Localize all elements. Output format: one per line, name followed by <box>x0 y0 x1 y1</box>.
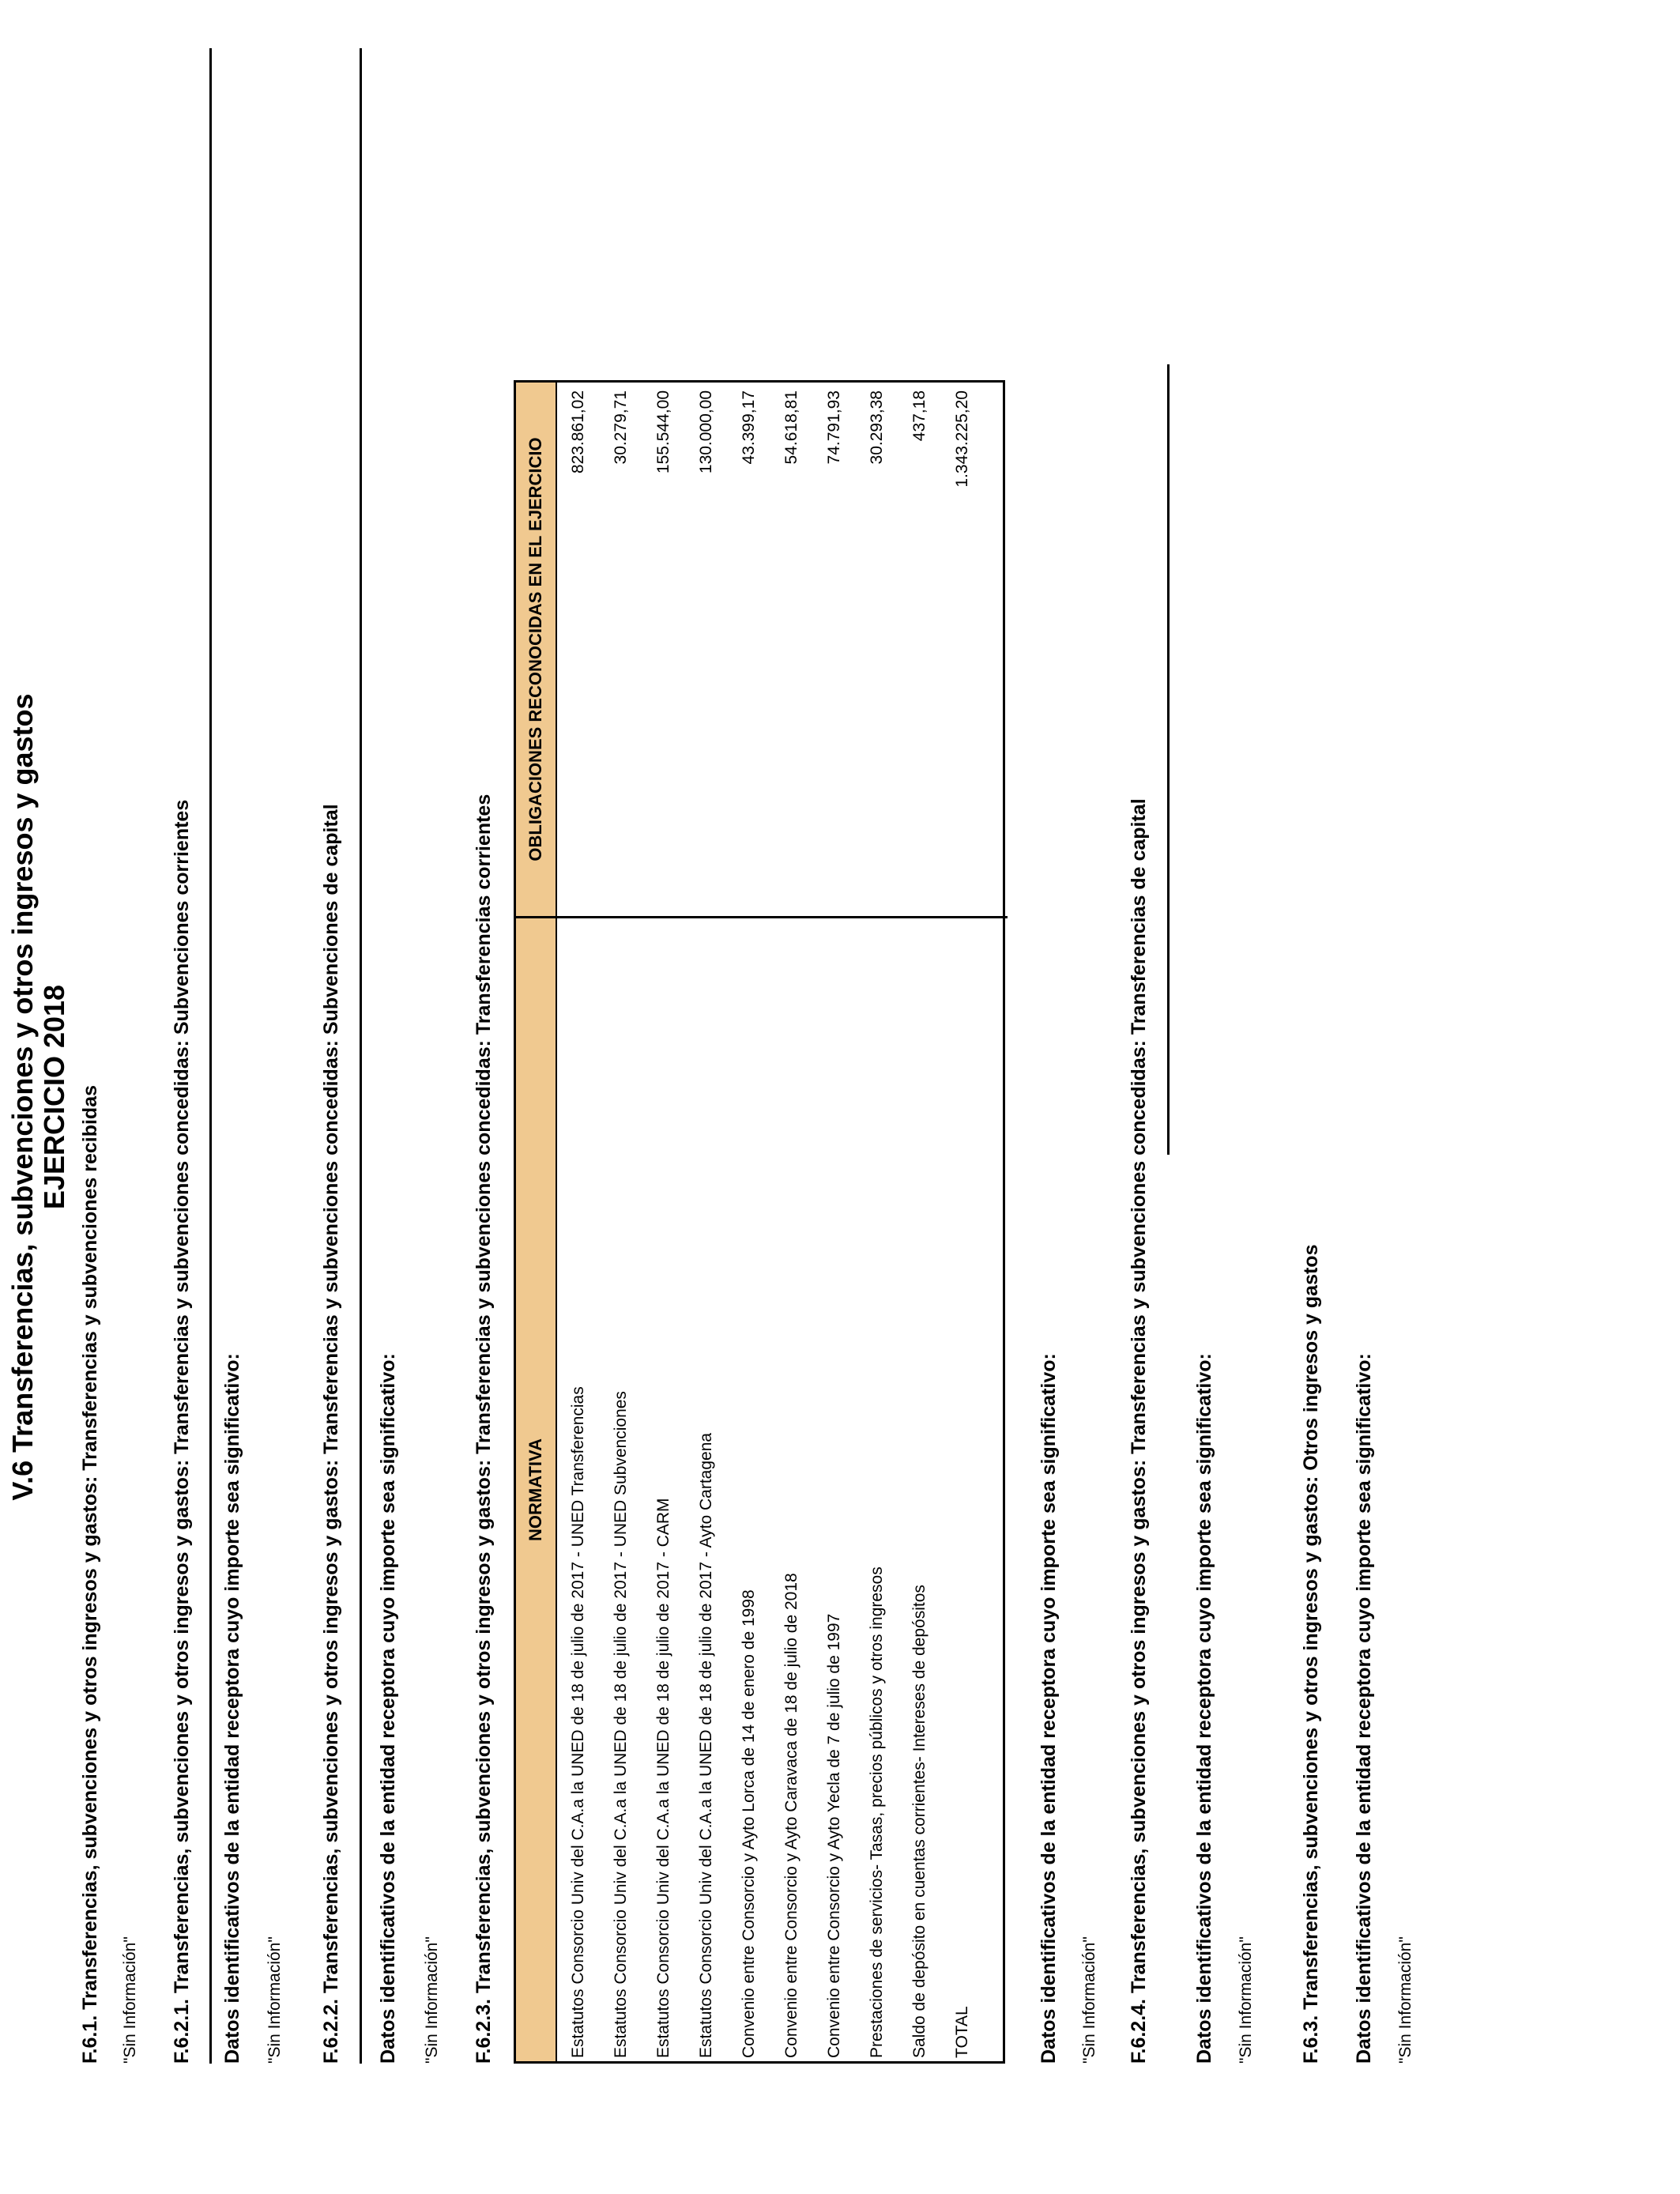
divider-rule <box>209 48 212 2064</box>
cell-normativa: Prestaciones de servicios- Tasas, precios públicos y otros ingresos <box>868 1566 886 2058</box>
table-row <box>770 383 813 2061</box>
cell-importe: 74.791,93 <box>825 390 843 465</box>
section-f61-heading: F.6.1. Transferencias, subvenciones y otros ingresos y gastos: Transferencias y subvenciones recibidas <box>79 1084 101 2064</box>
cell-importe: 823.861,02 <box>569 390 587 474</box>
table-header <box>516 383 557 2061</box>
section-f61-sin-info: "Sin Información" <box>121 1936 139 2064</box>
header-normativa: NORMATIVA <box>525 1438 545 1541</box>
section-f622-sin-info: "Sin Información" <box>423 1936 441 2064</box>
cell-importe: 43.399,17 <box>740 390 758 465</box>
cell-importe: 130.000,00 <box>697 390 715 474</box>
section-f623-datos-label: Datos identificativos de la entidad receptora cuyo importe sea significativo: <box>1038 1353 1060 2064</box>
cell-normativa: Estatutos Consorcio Univ del C.A.a la UNED de 18 de julio de 2017 - UNED Transferencias <box>569 1386 587 2058</box>
section-f622-datos-label: Datos identificativos de la entidad receptora cuyo importe sea significativo: <box>377 1353 399 2064</box>
cell-normativa: Convenio entre Consorcio y Ayto Caravaca de 18 de julio de 2018 <box>782 1573 800 2058</box>
cell-normativa: Estatutos Consorcio Univ del C.A.a la UNED de 18 de julio de 2017 - UNED Subvenciones <box>612 1391 630 2058</box>
section-f63-sin-info: "Sin Información" <box>1396 1936 1414 2064</box>
divider-rule <box>360 48 362 2064</box>
cell-normativa: Estatutos Consorcio Univ del C.A.a la UNED de 18 de julio de 2017 - Ayto Cartagena <box>697 1432 715 2058</box>
section-f63-heading: F.6.3. Transferencias, subvenciones y otros ingresos y gastos: Otros ingresos y gastos <box>1300 1244 1322 2064</box>
section-f624-sin-info: "Sin Información" <box>1237 1936 1255 2064</box>
page-subtitle: EJERCICIO 2018 <box>38 984 70 1210</box>
cell-normativa: Estatutos Consorcio Univ del C.A.a la UNED de 18 de julio de 2017 - CARM <box>654 1498 672 2058</box>
cell-importe: 437,18 <box>910 390 929 442</box>
header-obligaciones: OBLIGACIONES RECONOCIDAS EN EL EJERCICIO <box>525 437 545 861</box>
section-f624-heading: F.6.2.4. Transferencias, subvenciones y otros ingresos y gastos: Transferencias y subvenciones concedidas: Transferencias de capital <box>1128 798 1150 2064</box>
section-f621-datos-label: Datos identificativos de la entidad receptora cuyo importe sea significativo: <box>221 1353 243 2064</box>
table-row <box>642 383 685 2061</box>
cell-importe: 30.293,38 <box>868 390 886 465</box>
table-row <box>557 383 600 2061</box>
cell-normativa: Saldo de depósito en cuentas corrientes- Intereses de depósitos <box>910 1585 929 2058</box>
table-row <box>600 383 642 2061</box>
table-row <box>728 383 770 2061</box>
cell-importe: 54.618,81 <box>782 390 800 465</box>
table-body <box>557 383 984 2061</box>
section-f623-sin-info: "Sin Información" <box>1080 1936 1098 2064</box>
table-row <box>813 383 856 2061</box>
table-row <box>856 383 898 2061</box>
cell-total-importe: 1.343.225,20 <box>953 390 971 488</box>
table-row <box>685 383 728 2061</box>
divider-rule <box>1167 364 1170 1155</box>
table-row-total <box>941 383 984 2061</box>
cell-importe: 155.544,00 <box>654 390 672 474</box>
cell-importe: 30.279,71 <box>612 390 630 465</box>
section-f621-sin-info: "Sin Información" <box>266 1936 284 2064</box>
transferencias-corrientes-table <box>514 380 1005 2064</box>
page-title: V.6 Transferencias, subvenciones y otros ingresos y gastos <box>6 693 39 1501</box>
section-f624-datos-label: Datos identificativos de la entidad receptora cuyo importe sea significativo: <box>1193 1353 1215 2064</box>
section-f623-heading: F.6.2.3. Transferencias, subvenciones y otros ingresos y gastos: Transferencias y subvenciones concedidas: Transferencias corrientes <box>473 794 495 2064</box>
cell-normativa: Convenio entre Consorcio y Ayto Lorca de 14 de enero de 1998 <box>740 1589 758 2058</box>
section-f622-heading: F.6.2.2. Transferencias, subvenciones y otros ingresos y gastos: Transferencias y subvenciones concedidas: Subvenciones de capital <box>320 804 342 2064</box>
section-f63-datos-label: Datos identificativos de la entidad receptora cuyo importe sea significativo: <box>1353 1353 1375 2064</box>
table-row <box>898 383 941 2061</box>
section-f621-heading: F.6.2.1. Transferencias, subvenciones y otros ingresos y gastos: Transferencias y subvenciones concedidas: Subvenciones corrientes <box>171 799 193 2064</box>
cell-total-label: TOTAL <box>953 2006 971 2058</box>
cell-normativa: Convenio entre Consorcio y Ayto Yecla de 7 de julio de 1997 <box>825 1613 843 2058</box>
